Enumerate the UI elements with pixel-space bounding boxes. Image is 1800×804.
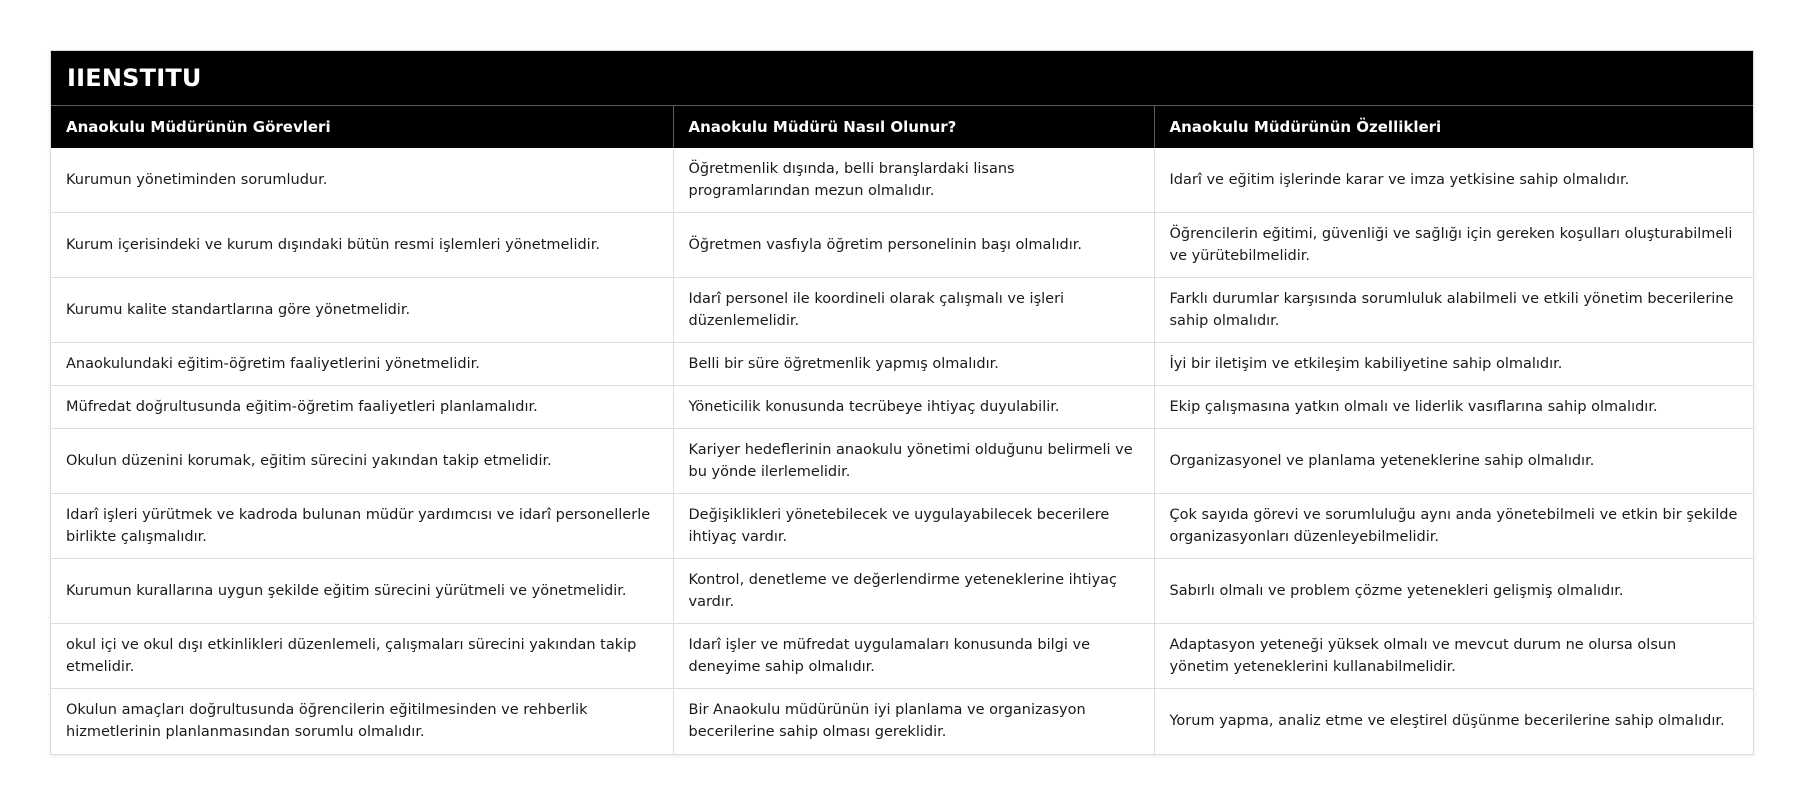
table-cell: Kariyer hedeflerinin anaokulu yönetimi olduğunu belirmeli ve bu yönde ilerlemelidir. [673,429,1154,494]
table-cell: Okulun amaçları doğrultusunda öğrencilerin eğitilmesinden ve rehberlik hizmetlerinin planlanmasından sorumlu olmalıdır. [51,689,673,754]
table-cell: okul içi ve okul dışı etkinlikleri düzenlemeli, çalışmaları sürecini yakından takip etmelidir. [51,624,673,689]
table-cell: Belli bir süre öğretmenlik yapmış olmalıdır. [673,343,1154,386]
content-card [50,50,1754,755]
table-cell: Öğrencilerin eğitimi, güvenliği ve sağlığı için gereken koşulları oluşturabilmeli ve yürütebilmelidir. [1154,213,1753,278]
table-cell: Sabırlı olmalı ve problem çözme yetenekleri gelişmiş olmalıdır. [1154,559,1753,624]
table-cell: Kurumun kurallarına uygun şekilde eğitim sürecini yürütmeli ve yönetmelidir. [51,559,673,624]
table-cell: Kurumun yönetiminden sorumludur. [51,148,673,213]
brand-header [51,51,1753,105]
table-cell: Müfredat doğrultusunda eğitim-öğretim faaliyetleri planlamalıdır. [51,386,673,429]
table-cell: Kurum içerisindeki ve kurum dışındaki bütün resmi işlemleri yönetmelidir. [51,213,673,278]
table-row [51,429,1753,494]
table-cell: Değişiklikleri yönetebilecek ve uygulayabilecek becerilere ihtiyaç vardır. [673,494,1154,559]
table-cell: Kontrol, denetleme ve değerlendirme yeteneklerine ihtiyaç vardır. [673,559,1154,624]
table-cell: Bir Anaokulu müdürünün iyi planlama ve organizasyon becerilerine sahip olması gereklidir. [673,689,1154,754]
table-cell: Anaokulundaki eğitim-öğretim faaliyetlerini yönetmelidir. [51,343,673,386]
table-row [51,278,1753,343]
table-row [51,689,1753,754]
table-row [51,343,1753,386]
table-row [51,213,1753,278]
table-cell: Farklı durumlar karşısında sorumluluk alabilmeli ve etkili yönetim becerilerine sahip olmalıdır. [1154,278,1753,343]
table-cell: Idarî personel ile koordineli olarak çalışmalı ve işleri düzenlemelidir. [673,278,1154,343]
table-cell: Okulun düzenini korumak, eğitim sürecini yakından takip etmelidir. [51,429,673,494]
table-cell: Idarî işleri yürütmek ve kadroda bulunan müdür yardımcısı ve idarî personellerle birlikte çalışmalıdır. [51,494,673,559]
table-cell: Yöneticilik konusunda tecrübeye ihtiyaç duyulabilir. [673,386,1154,429]
table-cell: Ekip çalışmasına yatkın olmalı ve liderlik vasıflarına sahip olmalıdır. [1154,386,1753,429]
table-cell: Öğretmenlik dışında, belli branşlardaki lisans programlarından mezun olmalıdır. [673,148,1154,213]
table-row [51,559,1753,624]
column-header-qualities: Anaokulu Müdürünün Özellikleri [1154,106,1753,148]
table-cell: Adaptasyon yeteneği yüksek olmalı ve mevcut durum ne olursa olsun yönetim yeteneklerini kullanabilmelidir. [1154,624,1753,689]
header-row [51,106,1753,148]
duties-table [51,105,1753,754]
table-cell: Çok sayıda görevi ve sorumluluğu aynı anda yönetebilmeli ve etkin bir şekilde organizasyonları düzenleyebilmelidir. [1154,494,1753,559]
table-header [51,106,1753,148]
brand-title: IIENSTITU [67,64,202,92]
table-body [51,148,1753,754]
table-row [51,624,1753,689]
table-cell: Organizasyonel ve planlama yeteneklerine sahip olmalıdır. [1154,429,1753,494]
table-row [51,148,1753,213]
table-row [51,386,1753,429]
column-header-how-to-become: Anaokulu Müdürü Nasıl Olunur? [673,106,1154,148]
column-header-duties: Anaokulu Müdürünün Görevleri [51,106,673,148]
table-cell: Öğretmen vasfıyla öğretim personelinin başı olmalıdır. [673,213,1154,278]
table-cell: Kurumu kalite standartlarına göre yönetmelidir. [51,278,673,343]
table-cell: Yorum yapma, analiz etme ve eleştirel düşünme becerilerine sahip olmalıdır. [1169,713,1725,730]
table-cell: Idarî işler ve müfredat uygulamaları konusunda bilgi ve deneyime sahip olmalıdır. [673,624,1154,689]
table-cell: Idarî ve eğitim işlerinde karar ve imza yetkisine sahip olmalıdır. [1154,148,1753,213]
table-cell: İyi bir iletişim ve etkileşim kabiliyetine sahip olmalıdır. [1154,343,1753,386]
table-row [51,494,1753,559]
